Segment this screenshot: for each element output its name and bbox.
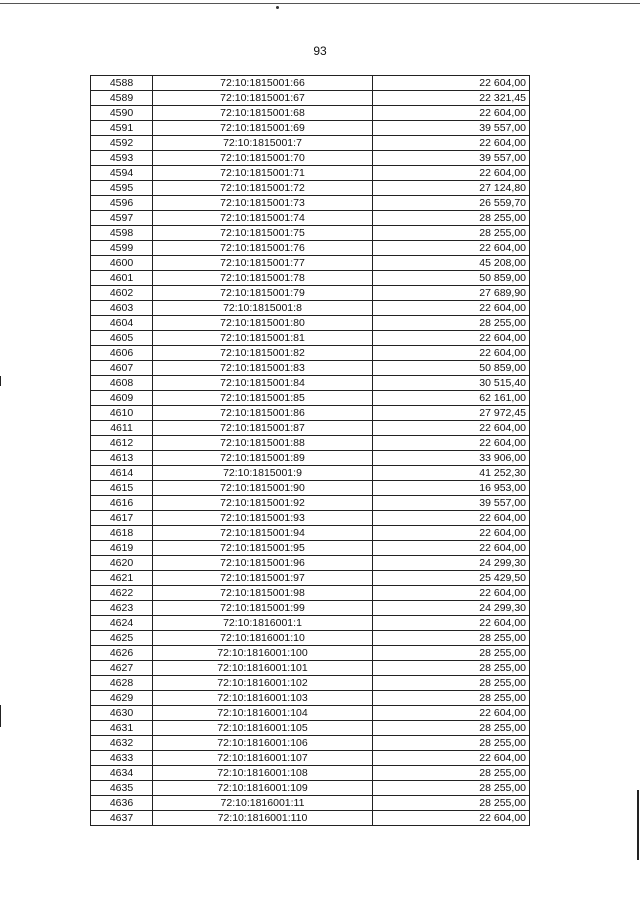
value-cell: 22 321,45	[373, 91, 530, 106]
cadastral-number-cell: 72:10:1815001:99	[153, 601, 373, 616]
row-number-cell: 4612	[91, 436, 153, 451]
register-table	[90, 75, 530, 826]
cadastral-number-cell: 72:10:1815001:69	[153, 121, 373, 136]
cadastral-number-cell: 72:10:1815001:7	[153, 136, 373, 151]
row-number-cell: 4620	[91, 556, 153, 571]
cadastral-number-cell: 72:10:1815001:97	[153, 571, 373, 586]
row-number-cell: 4625	[91, 631, 153, 646]
value-cell: 24 299,30	[373, 601, 530, 616]
value-cell: 22 604,00	[373, 616, 530, 631]
cadastral-number-cell: 72:10:1816001:109	[153, 781, 373, 796]
row-number-cell: 4632	[91, 736, 153, 751]
table-row	[91, 376, 530, 391]
value-cell: 33 906,00	[373, 451, 530, 466]
value-cell: 22 604,00	[373, 346, 530, 361]
table-row	[91, 811, 530, 826]
table-row	[91, 601, 530, 616]
table-row	[91, 781, 530, 796]
cadastral-number-cell: 72:10:1815001:87	[153, 421, 373, 436]
value-cell: 28 255,00	[373, 766, 530, 781]
row-number-cell: 4633	[91, 751, 153, 766]
row-number-cell: 4613	[91, 451, 153, 466]
table-row	[91, 631, 530, 646]
value-cell: 22 604,00	[373, 241, 530, 256]
row-number-cell: 4628	[91, 676, 153, 691]
row-number-cell: 4599	[91, 241, 153, 256]
table-row	[91, 181, 530, 196]
cadastral-number-cell: 72:10:1815001:95	[153, 541, 373, 556]
table-row	[91, 256, 530, 271]
cadastral-number-cell: 72:10:1816001:106	[153, 736, 373, 751]
cadastral-number-cell: 72:10:1816001:104	[153, 706, 373, 721]
value-cell: 28 255,00	[373, 676, 530, 691]
table-row	[91, 136, 530, 151]
cadastral-number-cell: 72:10:1815001:88	[153, 436, 373, 451]
table-row	[91, 286, 530, 301]
cadastral-number-cell: 72:10:1815001:82	[153, 346, 373, 361]
table-row	[91, 616, 530, 631]
value-cell: 39 557,00	[373, 121, 530, 136]
value-cell: 39 557,00	[373, 151, 530, 166]
value-cell: 28 255,00	[373, 691, 530, 706]
table-row	[91, 556, 530, 571]
table-row	[91, 436, 530, 451]
row-number-cell: 4588	[91, 76, 153, 91]
cadastral-number-cell: 72:10:1815001:73	[153, 196, 373, 211]
scan-edge-mark	[0, 376, 1, 386]
row-number-cell: 4611	[91, 421, 153, 436]
cadastral-number-cell: 72:10:1815001:68	[153, 106, 373, 121]
table-row	[91, 391, 530, 406]
row-number-cell: 4621	[91, 571, 153, 586]
cadastral-number-cell: 72:10:1815001:70	[153, 151, 373, 166]
row-number-cell: 4598	[91, 226, 153, 241]
row-number-cell: 4593	[91, 151, 153, 166]
cadastral-number-cell: 72:10:1815001:71	[153, 166, 373, 181]
cadastral-number-cell: 72:10:1816001:101	[153, 661, 373, 676]
row-number-cell: 4600	[91, 256, 153, 271]
value-cell: 22 604,00	[373, 106, 530, 121]
row-number-cell: 4629	[91, 691, 153, 706]
value-cell: 26 559,70	[373, 196, 530, 211]
row-number-cell: 4627	[91, 661, 153, 676]
table-row	[91, 751, 530, 766]
cadastral-number-cell: 72:10:1815001:72	[153, 181, 373, 196]
table-row	[91, 796, 530, 811]
cadastral-number-cell: 72:10:1815001:8	[153, 301, 373, 316]
cadastral-number-cell: 72:10:1815001:78	[153, 271, 373, 286]
row-number-cell: 4603	[91, 301, 153, 316]
value-cell: 28 255,00	[373, 796, 530, 811]
table-row	[91, 331, 530, 346]
table-row	[91, 406, 530, 421]
value-cell: 28 255,00	[373, 721, 530, 736]
value-cell: 22 604,00	[373, 541, 530, 556]
table-row	[91, 511, 530, 526]
value-cell: 22 604,00	[373, 586, 530, 601]
value-cell: 27 972,45	[373, 406, 530, 421]
row-number-cell: 4594	[91, 166, 153, 181]
value-cell: 22 604,00	[373, 331, 530, 346]
value-cell: 28 255,00	[373, 646, 530, 661]
row-number-cell: 4614	[91, 466, 153, 481]
table-row	[91, 706, 530, 721]
row-number-cell: 4590	[91, 106, 153, 121]
row-number-cell: 4608	[91, 376, 153, 391]
top-scan-rule	[0, 3, 640, 4]
value-cell: 27 689,90	[373, 286, 530, 301]
row-number-cell: 4615	[91, 481, 153, 496]
value-cell: 22 604,00	[373, 751, 530, 766]
cadastral-number-cell: 72:10:1815001:86	[153, 406, 373, 421]
row-number-cell: 4626	[91, 646, 153, 661]
row-number-cell: 4592	[91, 136, 153, 151]
table-row	[91, 496, 530, 511]
row-number-cell: 4622	[91, 586, 153, 601]
register-table-body	[91, 76, 530, 826]
value-cell: 22 604,00	[373, 301, 530, 316]
value-cell: 22 604,00	[373, 811, 530, 826]
scan-speck	[276, 6, 279, 9]
value-cell: 22 604,00	[373, 526, 530, 541]
table-row	[91, 676, 530, 691]
cadastral-number-cell: 72:10:1815001:74	[153, 211, 373, 226]
value-cell: 28 255,00	[373, 661, 530, 676]
table-row	[91, 271, 530, 286]
row-number-cell: 4637	[91, 811, 153, 826]
table-row	[91, 346, 530, 361]
cadastral-number-cell: 72:10:1816001:10	[153, 631, 373, 646]
value-cell: 41 252,30	[373, 466, 530, 481]
row-number-cell: 4595	[91, 181, 153, 196]
value-cell: 50 859,00	[373, 271, 530, 286]
row-number-cell: 4607	[91, 361, 153, 376]
value-cell: 22 604,00	[373, 76, 530, 91]
value-cell: 45 208,00	[373, 256, 530, 271]
cadastral-number-cell: 72:10:1815001:93	[153, 511, 373, 526]
cadastral-number-cell: 72:10:1815001:89	[153, 451, 373, 466]
value-cell: 28 255,00	[373, 211, 530, 226]
cadastral-number-cell: 72:10:1816001:108	[153, 766, 373, 781]
row-number-cell: 4605	[91, 331, 153, 346]
cadastral-number-cell: 72:10:1815001:98	[153, 586, 373, 601]
cadastral-number-cell: 72:10:1815001:81	[153, 331, 373, 346]
row-number-cell: 4617	[91, 511, 153, 526]
table-row	[91, 721, 530, 736]
table-row	[91, 316, 530, 331]
cadastral-number-cell: 72:10:1815001:75	[153, 226, 373, 241]
cadastral-number-cell: 72:10:1815001:79	[153, 286, 373, 301]
cadastral-number-cell: 72:10:1815001:80	[153, 316, 373, 331]
table-row	[91, 301, 530, 316]
table-row	[91, 151, 530, 166]
table-row	[91, 91, 530, 106]
cadastral-number-cell: 72:10:1815001:76	[153, 241, 373, 256]
table-row	[91, 466, 530, 481]
table-row	[91, 571, 530, 586]
value-cell: 24 299,30	[373, 556, 530, 571]
value-cell: 62 161,00	[373, 391, 530, 406]
cadastral-number-cell: 72:10:1816001:103	[153, 691, 373, 706]
row-number-cell: 4604	[91, 316, 153, 331]
row-number-cell: 4602	[91, 286, 153, 301]
cadastral-number-cell: 72:10:1815001:96	[153, 556, 373, 571]
row-number-cell: 4623	[91, 601, 153, 616]
cadastral-number-cell: 72:10:1816001:105	[153, 721, 373, 736]
table-row	[91, 541, 530, 556]
cadastral-number-cell: 72:10:1815001:9	[153, 466, 373, 481]
row-number-cell: 4616	[91, 496, 153, 511]
table-row	[91, 196, 530, 211]
cadastral-number-cell: 72:10:1816001:1	[153, 616, 373, 631]
cadastral-number-cell: 72:10:1815001:83	[153, 361, 373, 376]
table-row	[91, 586, 530, 601]
table-row	[91, 691, 530, 706]
row-number-cell: 4636	[91, 796, 153, 811]
cadastral-number-cell: 72:10:1815001:92	[153, 496, 373, 511]
value-cell: 39 557,00	[373, 496, 530, 511]
table-row	[91, 421, 530, 436]
table-row	[91, 166, 530, 181]
page-number: 93	[313, 44, 327, 58]
value-cell: 28 255,00	[373, 316, 530, 331]
cadastral-number-cell: 72:10:1816001:110	[153, 811, 373, 826]
value-cell: 50 859,00	[373, 361, 530, 376]
cadastral-number-cell: 72:10:1816001:102	[153, 676, 373, 691]
value-cell: 22 604,00	[373, 421, 530, 436]
value-cell: 28 255,00	[373, 226, 530, 241]
table-row	[91, 766, 530, 781]
value-cell: 27 124,80	[373, 181, 530, 196]
cadastral-number-cell: 72:10:1815001:66	[153, 76, 373, 91]
value-cell: 28 255,00	[373, 736, 530, 751]
cadastral-number-cell: 72:10:1815001:94	[153, 526, 373, 541]
row-number-cell: 4596	[91, 196, 153, 211]
value-cell: 30 515,40	[373, 376, 530, 391]
table-row	[91, 661, 530, 676]
value-cell: 22 604,00	[373, 436, 530, 451]
value-cell: 16 953,00	[373, 481, 530, 496]
row-number-cell: 4631	[91, 721, 153, 736]
value-cell: 28 255,00	[373, 631, 530, 646]
row-number-cell: 4606	[91, 346, 153, 361]
table-row	[91, 211, 530, 226]
value-cell: 22 604,00	[373, 706, 530, 721]
table-row	[91, 361, 530, 376]
row-number-cell: 4610	[91, 406, 153, 421]
row-number-cell: 4618	[91, 526, 153, 541]
table-row	[91, 241, 530, 256]
row-number-cell: 4609	[91, 391, 153, 406]
cadastral-number-cell: 72:10:1816001:107	[153, 751, 373, 766]
row-number-cell: 4630	[91, 706, 153, 721]
cadastral-number-cell: 72:10:1815001:90	[153, 481, 373, 496]
table-row	[91, 451, 530, 466]
value-cell: 22 604,00	[373, 511, 530, 526]
table-row	[91, 481, 530, 496]
table-row	[91, 646, 530, 661]
table-row	[91, 76, 530, 91]
cadastral-number-cell: 72:10:1815001:77	[153, 256, 373, 271]
row-number-cell: 4589	[91, 91, 153, 106]
table-row	[91, 121, 530, 136]
scan-edge-mark	[637, 790, 639, 860]
table-row	[91, 226, 530, 241]
table-row	[91, 106, 530, 121]
table-row	[91, 526, 530, 541]
cadastral-number-cell: 72:10:1815001:67	[153, 91, 373, 106]
row-number-cell: 4591	[91, 121, 153, 136]
row-number-cell: 4635	[91, 781, 153, 796]
value-cell: 22 604,00	[373, 166, 530, 181]
row-number-cell: 4597	[91, 211, 153, 226]
value-cell: 22 604,00	[373, 136, 530, 151]
row-number-cell: 4634	[91, 766, 153, 781]
value-cell: 25 429,50	[373, 571, 530, 586]
value-cell: 28 255,00	[373, 781, 530, 796]
cadastral-number-cell: 72:10:1815001:84	[153, 376, 373, 391]
row-number-cell: 4619	[91, 541, 153, 556]
scan-edge-mark	[0, 705, 1, 727]
row-number-cell: 4601	[91, 271, 153, 286]
cadastral-number-cell: 72:10:1815001:85	[153, 391, 373, 406]
table-row	[91, 736, 530, 751]
cadastral-number-cell: 72:10:1816001:11	[153, 796, 373, 811]
row-number-cell: 4624	[91, 616, 153, 631]
cadastral-number-cell: 72:10:1816001:100	[153, 646, 373, 661]
